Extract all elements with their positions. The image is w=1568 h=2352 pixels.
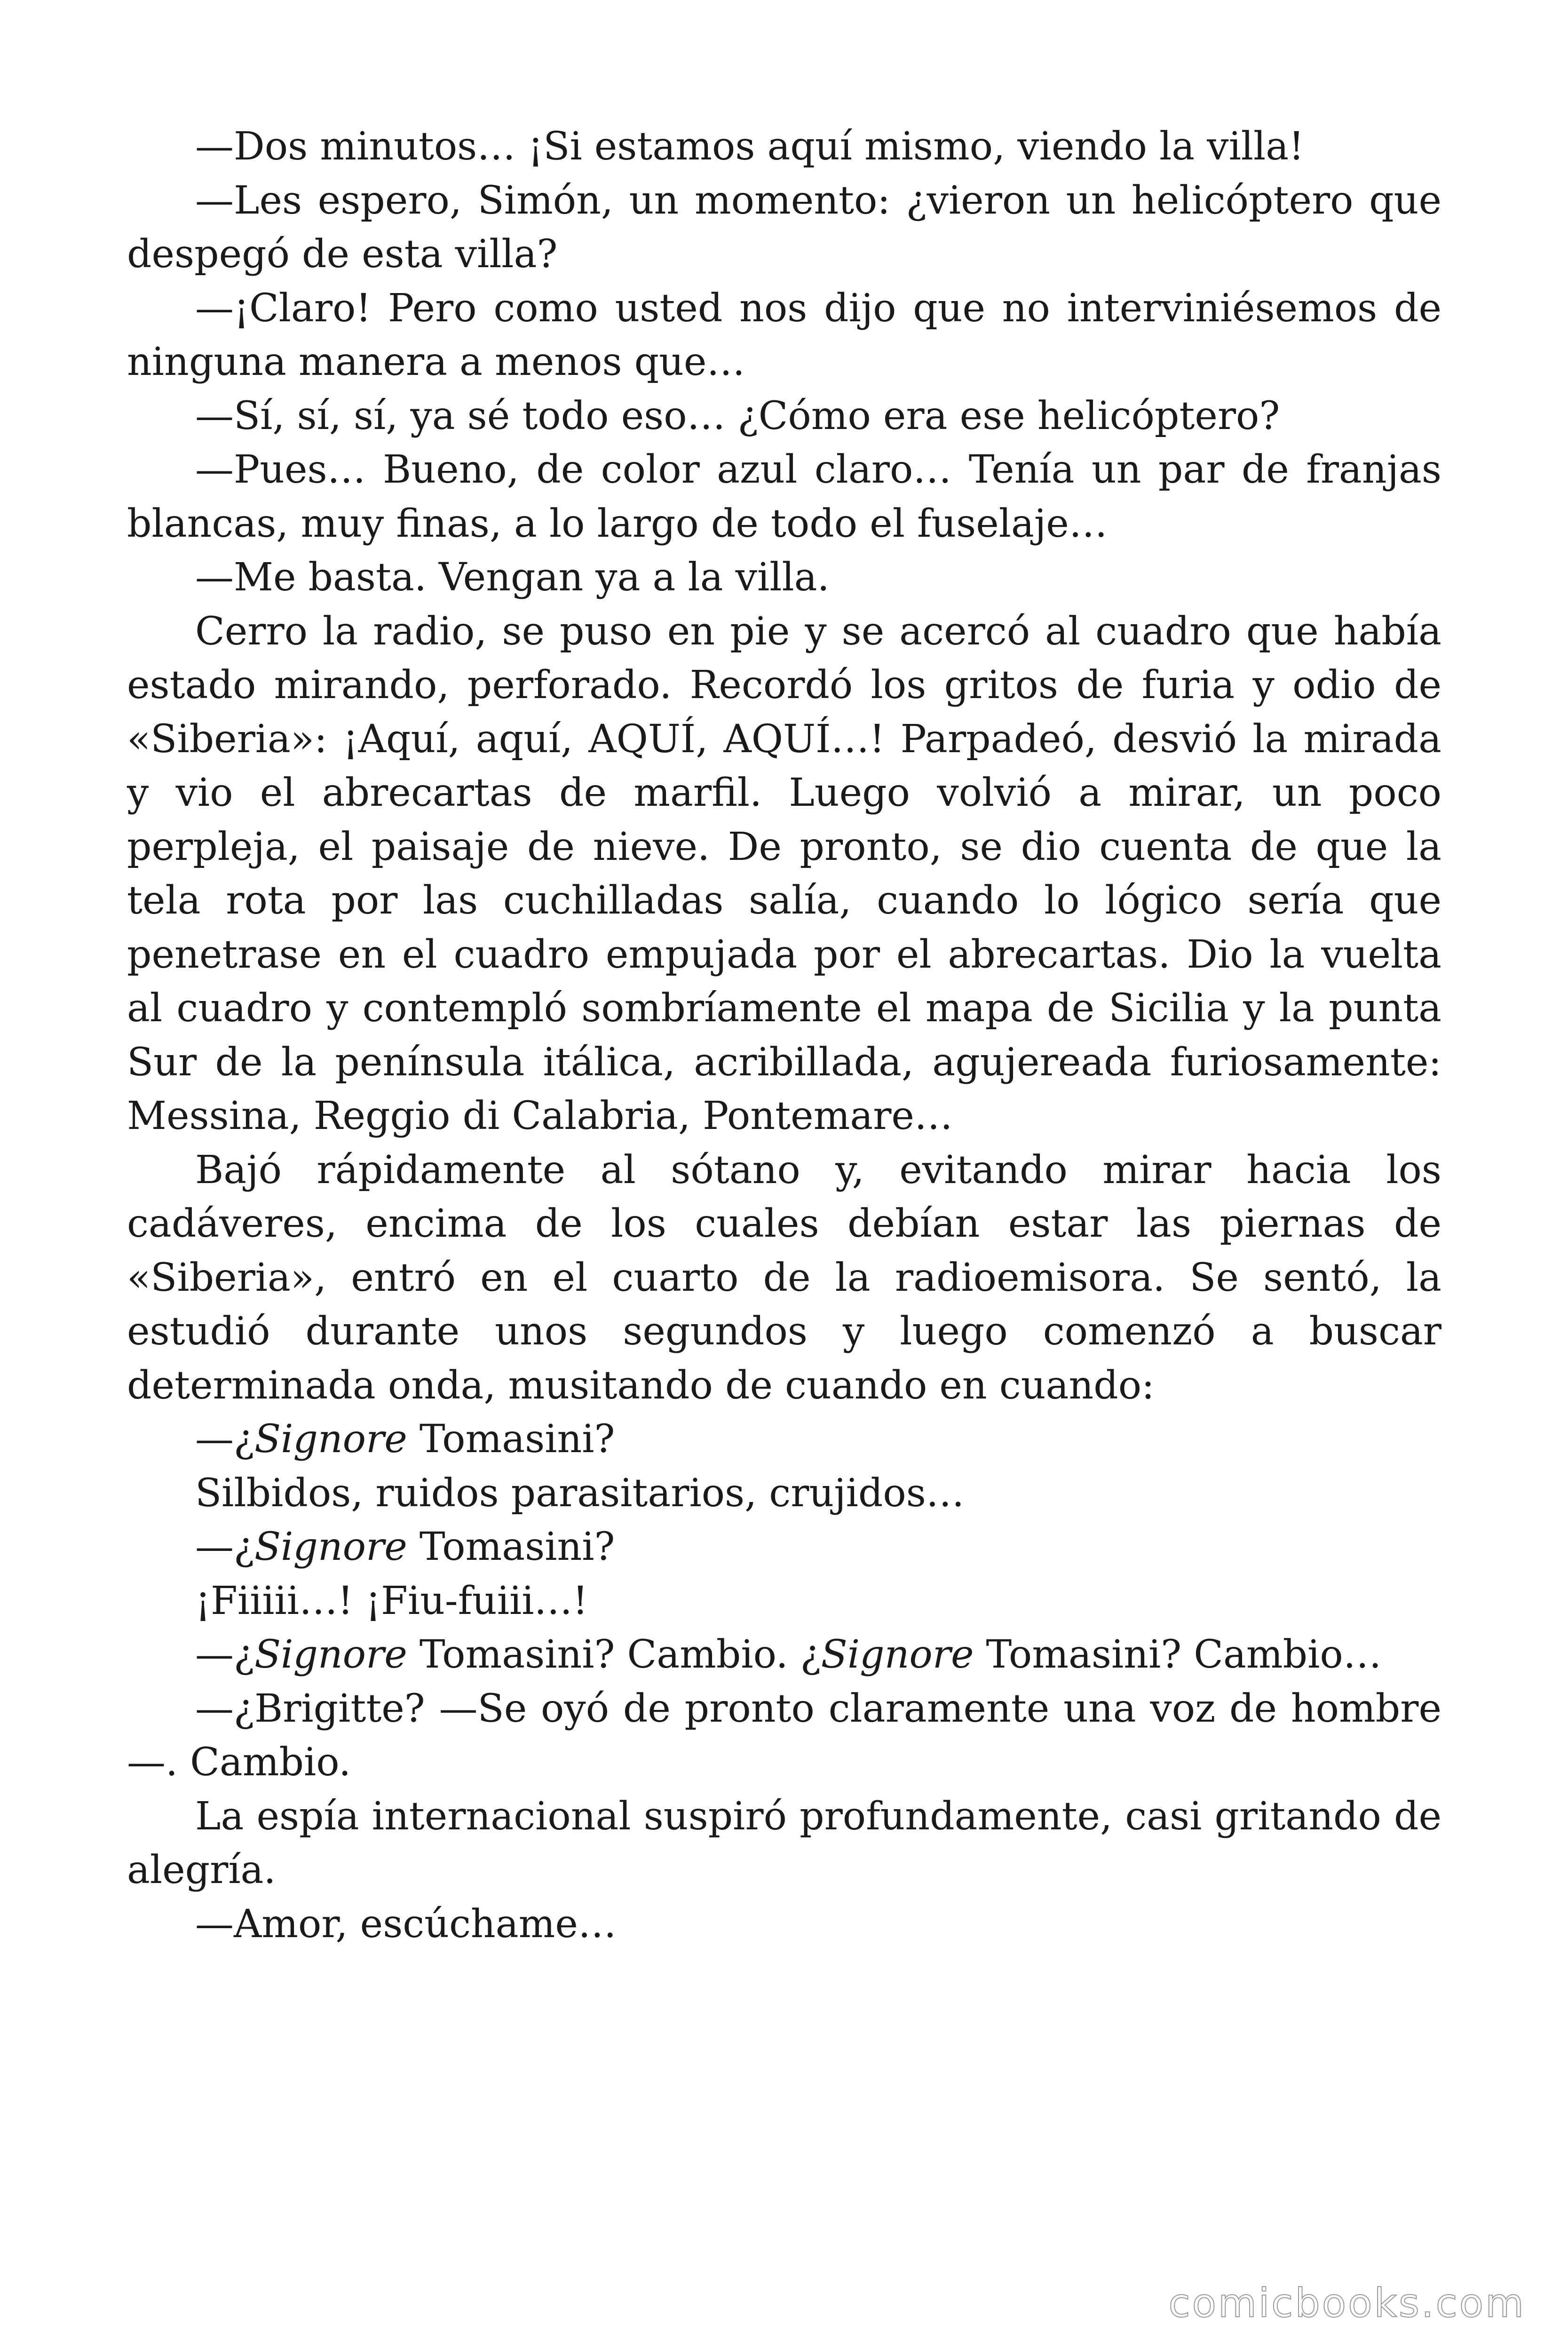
- italic-text: Signore: [254, 1632, 407, 1677]
- paragraph: [127, 1413, 1441, 1467]
- text-run: —Me basta. Vengan ya a la villa.: [195, 555, 830, 600]
- text-run: —Les espero, Simón, un momento: ¿vieron un helicóptero que despegó de esta villa?: [127, 178, 1441, 277]
- text-run: —¿: [195, 1525, 254, 1569]
- paragraph: [127, 443, 1441, 551]
- text-run: ¡Fiiiii…! ¡Fiu-fuiii…!: [195, 1578, 588, 1623]
- italic-text: Signore: [821, 1632, 974, 1677]
- paragraph: [127, 282, 1441, 389]
- paragraph: [127, 1898, 1441, 1952]
- text-run: Tomasini? Cambio. ¿: [407, 1632, 821, 1677]
- paragraph: [127, 389, 1441, 444]
- text-run: —Sí, sí, sí, ya sé todo eso… ¿Cómo era ese helicóptero?: [195, 393, 1280, 438]
- paragraph: [127, 1467, 1441, 1521]
- paragraph: [127, 1682, 1441, 1790]
- text-run: Tomasini? Cambio…: [974, 1632, 1382, 1677]
- text-run: —Dos minutos… ¡Si estamos aquí mismo, viendo la villa!: [195, 124, 1305, 169]
- text-run: Bajó rápidamente al sótano y, evitando mirar hacia los cadáveres, encima de los cuales debían estar las piernas de «Siberia», entró en el cuarto de la radioemisora. Se sentó, la estudió durante unos segundos y luego comenzó a buscar determinada onda, musitando de cuando en cuando:: [127, 1147, 1441, 1408]
- paragraph: [127, 174, 1441, 282]
- page-text: [127, 120, 1441, 1951]
- paragraph: [127, 1628, 1441, 1682]
- italic-text: Signore: [254, 1525, 407, 1569]
- text-run: —¡Claro! Pero como usted nos dijo que no interviniésemos de ninguna manera a menos que…: [127, 286, 1441, 384]
- text-run: La espía internacional suspiró profundamente, casi gritando de alegría.: [127, 1794, 1441, 1892]
- text-run: Tomasini?: [407, 1525, 615, 1569]
- text-run: —¿: [195, 1632, 254, 1677]
- text-run: Cerro la radio, se puso en pie y se acercó al cuadro que había estado mirando, perforado. Recordó los gritos de furia y odio de «Siberia»: ¡Aquí, aquí, AQUÍ, AQUÍ…! Parpadeó, desvió la mirada y vio el abrecartas de marfil. Luego volvió a mirar, un poco perpleja, el paisaje de nieve. De pronto, se dio cuenta de que la tela rota por las cuchilladas salía, cuando lo lógico sería que penetrase en el cuadro empujada por el abrecartas. Dio la vuelta al cuadro y contempló sombríamente el mapa de Sicilia y la punta Sur de la península itálica, acribillada, agujereada furiosamente: Messina, Reggio di Calabria, Pontemare…: [127, 609, 1441, 1138]
- paragraph: [127, 1574, 1441, 1629]
- paragraph: [127, 605, 1441, 1144]
- paragraph: [127, 1790, 1441, 1898]
- text-run: —¿: [195, 1417, 254, 1462]
- text-run: Tomasini?: [407, 1417, 615, 1462]
- text-run: —Pues… Bueno, de color azul claro… Tenía un par de franjas blancas, muy finas, a lo largo de todo el fuselaje…: [127, 447, 1441, 546]
- text-run: —¿Brigitte? —Se oyó de pronto claramente una voz de hombre —. Cambio.: [127, 1686, 1441, 1785]
- watermark: comicbooks.com: [1168, 2280, 1526, 2326]
- paragraph: [127, 1144, 1441, 1413]
- text-run: Silbidos, ruidos parasitarios, crujidos…: [195, 1470, 965, 1516]
- paragraph: [127, 1520, 1441, 1574]
- paragraph: [127, 120, 1441, 174]
- italic-text: Signore: [254, 1417, 407, 1462]
- paragraph: [127, 551, 1441, 605]
- text-run: —Amor, escúchame…: [195, 1901, 617, 1947]
